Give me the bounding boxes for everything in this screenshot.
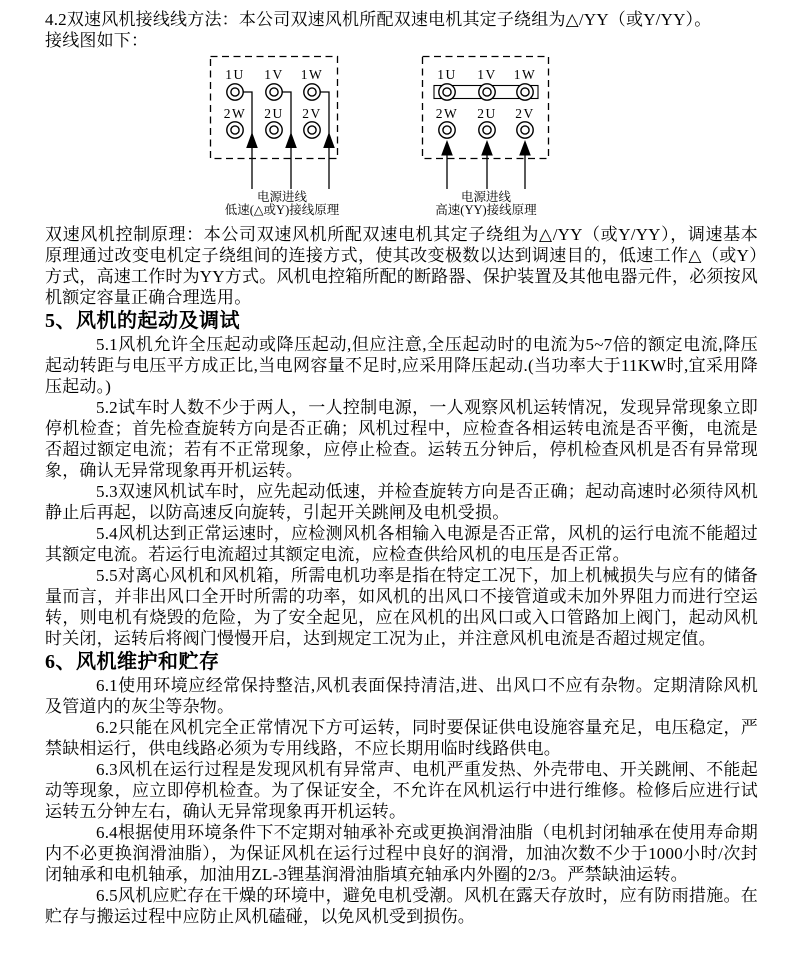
terminal-circle: [231, 126, 239, 134]
para-5-1: 5.1风机允许全压起动或降压起动,但应注意,全压起动时的电流为5~7倍的额定电流,降压起动转距与电压平方成正比,当电网容量不足时,应采用降压起动.(当功率大于11KW时,宜采用降压起动。): [45, 335, 758, 396]
section-4-2-intro: 4.2双速风机接线线方法：本公司双速风机所配双速电机其定子绕组为△/YY（或Y/YY）。: [45, 10, 712, 29]
terminal-label: 1V: [264, 67, 284, 82]
terminal-label: 1U: [225, 67, 245, 82]
terminal-circle: [483, 126, 491, 134]
terminal-circle: [231, 88, 239, 96]
diagram-caption-mode: 高速(YY)接线原理: [435, 203, 537, 217]
para-6-1: 6.1使用环境应经常保持整洁,风机表面保持清洁,进、出风口不应有杂物。定期清除风机及管道内的灰尘等杂物。: [45, 676, 758, 716]
terminal-label: 2W: [223, 106, 247, 121]
power-input-arrow-icon: [441, 140, 453, 156]
wiring-diagrams-row: [45, 54, 758, 218]
diagram-caption-power: 电源进线: [256, 190, 308, 204]
para-6-4: 6.4根据使用环境条件下不定期对轴承补充或更换润滑油脂（电机封闭轴承在使用寿命期内不必更换润滑油脂），为保证风机在运行过程中良好的润滑，加油次数不少于1000小时/次封闭轴承和电机轴承，加油用ZL-3锂基润滑油脂填充轴承内外圈的2/3。严禁缺油运转。: [45, 823, 758, 884]
section-6-heading: 6、风机维护和贮存: [45, 651, 220, 673]
terminal-label: 2V: [302, 106, 322, 121]
power-input-arrow-icon: [323, 132, 335, 148]
para-6-3: 6.3风机在运行过程是发现风机有异常声、电机严重发热、外壳带电、开关跳闸、不能起动等现象，应立即停机检查。为了保证安全，不允许在风机运行中进行维修。检修后应进行试运转五分钟左右，确认无异常现象再开机运转。: [45, 760, 758, 821]
section-5-heading: 5、风机的起动及调试: [45, 310, 240, 332]
para-6-2: 6.2只能在风机完全正常情况下方可运转，同时要保证供电设施容量充足，电压稳定，严禁缺相运行，供电线路必须为专用线路，不应长期用临时线路供电。: [45, 718, 758, 758]
para-5-5: 5.5对离心风机和风机箱，所需电机功率是指在特定工况下，加上机械损失与应有的储备量而言，并非出风口全开时所需的功率，如风机的出风口不接管道或未加外界阻力而进行空运转，则电机有烧毁的危险，为了安全起见，应在风机的出风口或入口管路加上阀门，起动风机时关闭，运转后将阀门慢慢开启，达到规定工况为止，并注意风机电流是否超过规定值。: [45, 566, 758, 648]
para-6-5: 6.5风机应贮存在干燥的环境中，避免电机受潮。风机在露天存放时，应有防雨措施。在贮存与搬运过程中应防止风机磕碰，以免风机受到损伤。: [45, 886, 758, 926]
terminal-circle: [521, 126, 529, 134]
power-input-arrow-icon: [246, 132, 258, 148]
diagram-caption-power: 电源进线: [460, 190, 512, 204]
para-5-3: 5.3双速风机试车时，应先起动低速，并检查旋转方向是否正确；起动高速时必须待风机静止后再起，以防高速反向旋转，引起开关跳闸及电机受损。: [45, 482, 758, 522]
para-5-2: 5.2试车时人数不少于两人，一人控制电源，一人观察风机运转情况，发现异常现象立即停机检查；首先检查旋转方向是否正确；风机过程中，应检查各相运转电流是否平衡，电流是否超过额定电流；若有不正常现象，应停止检查。运转五分钟后，停机检查风机是否有异常现象，确认无异常现象再开机运转。: [45, 398, 758, 480]
terminal-circle: [483, 88, 491, 96]
para-5-4: 5.4风机达到正常运速时，应检测风机各相输入电源是否正常，风机的运行电流不能超过其额定电流。若运行电流超过其额定电流，应检查供给风机的电压是否正常。: [45, 524, 758, 564]
terminal-circle: [270, 126, 278, 134]
control-principle-paragraph: 双速风机控制原理：本公司双速风机所配双速电机其定子绕组为△/YY（或Y/YY），调速基本原理通过改变电机定子绕组间的连接方式，使其改变极数以达到调速目的，低速工作△（或Y）方式，高速工作时为YY方式。风机电控箱所配的断路器、保护装置及其他电器元件，必须按风机额定容量正确合理选用。: [45, 225, 758, 307]
terminal-label: 1W: [300, 67, 324, 82]
terminal-label: 2U: [477, 106, 497, 121]
terminal-circle: [270, 88, 278, 96]
terminal-label: 1V: [477, 67, 497, 82]
terminal-label: 2U: [264, 106, 284, 121]
terminal-circle: [308, 126, 316, 134]
terminal-circle: [308, 88, 316, 96]
power-input-arrow-icon: [519, 140, 531, 156]
wiring-note: 接线图如下：: [45, 31, 149, 50]
terminal-circle: [521, 88, 529, 96]
diagram-caption-mode: 低速(△或Y)接线原理: [224, 203, 340, 217]
power-input-arrow-icon: [481, 140, 493, 156]
terminal-label: 1W: [513, 67, 537, 82]
wiring-diagram-low-speed: [195, 54, 385, 218]
terminal-label: 2W: [435, 106, 459, 121]
terminal-label: 2V: [515, 106, 535, 121]
terminal-circle: [443, 88, 451, 96]
power-input-arrow-icon: [285, 132, 297, 148]
terminal-circle: [443, 126, 451, 134]
terminal-label: 1U: [437, 67, 457, 82]
wiring-diagram-high-speed: [407, 54, 597, 218]
